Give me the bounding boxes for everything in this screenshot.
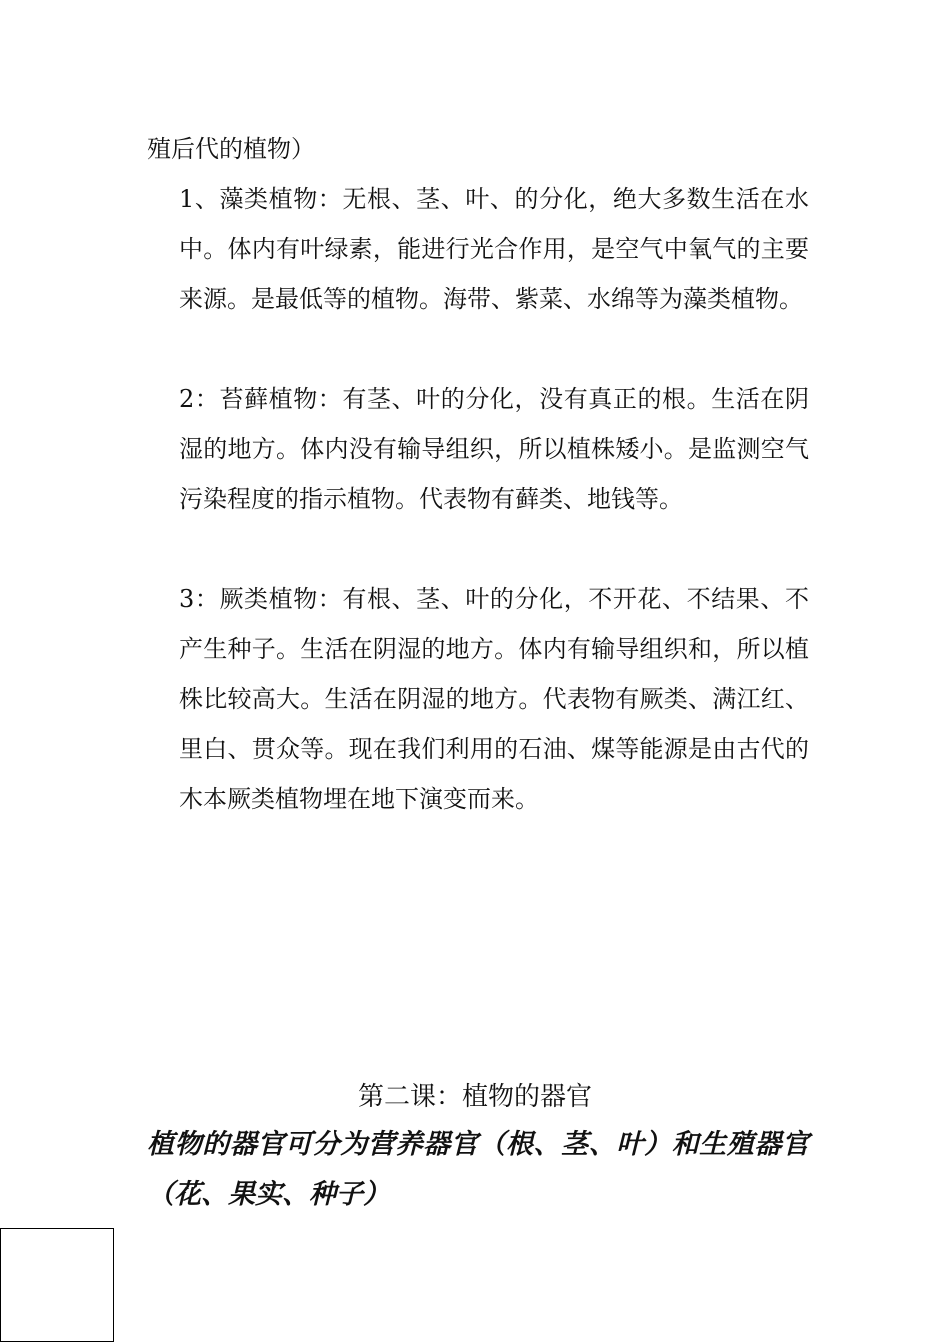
paragraph-fern-plants: 3：厥类植物：有根、茎、叶的分化，不开花、不结果、不产生种子。生活在阴湿的地方。体内有输导组织和，所以植株比较高大。生活在阴湿的地方。代表物有厥类、满江红、里白、贯众等。现在我们利用的石油、煤等能源是由古代的木本厥类植物埋在地下演变而来。	[179, 585, 809, 813]
paragraph-algae-plants: 1、藻类植物：无根、茎、叶、的分化，绝大多数生活在水中。体内有叶绿素，能进行光合作用，是空气中氧气的主要来源。是最低等的植物。海带、紫菜、水绵等为藻类植物。	[179, 185, 809, 313]
continuation-text: 殖后代的植物）	[147, 135, 315, 163]
paragraph-moss-plants: 2：苔藓植物：有茎、叶的分化，没有真正的根。生活在阴湿的地方。体内没有输导组织，所以植株矮小。是监测空气污染程度的指示植物。代表物有藓类、地钱等。	[179, 385, 809, 513]
lesson-title: 第二课：植物的器官	[357, 1082, 592, 1112]
lesson-intro: 植物的器官可分为营养器官（根、茎、叶）和生殖器官（花、果实、种子）	[147, 1129, 809, 1210]
corner-box	[0, 1228, 114, 1342]
